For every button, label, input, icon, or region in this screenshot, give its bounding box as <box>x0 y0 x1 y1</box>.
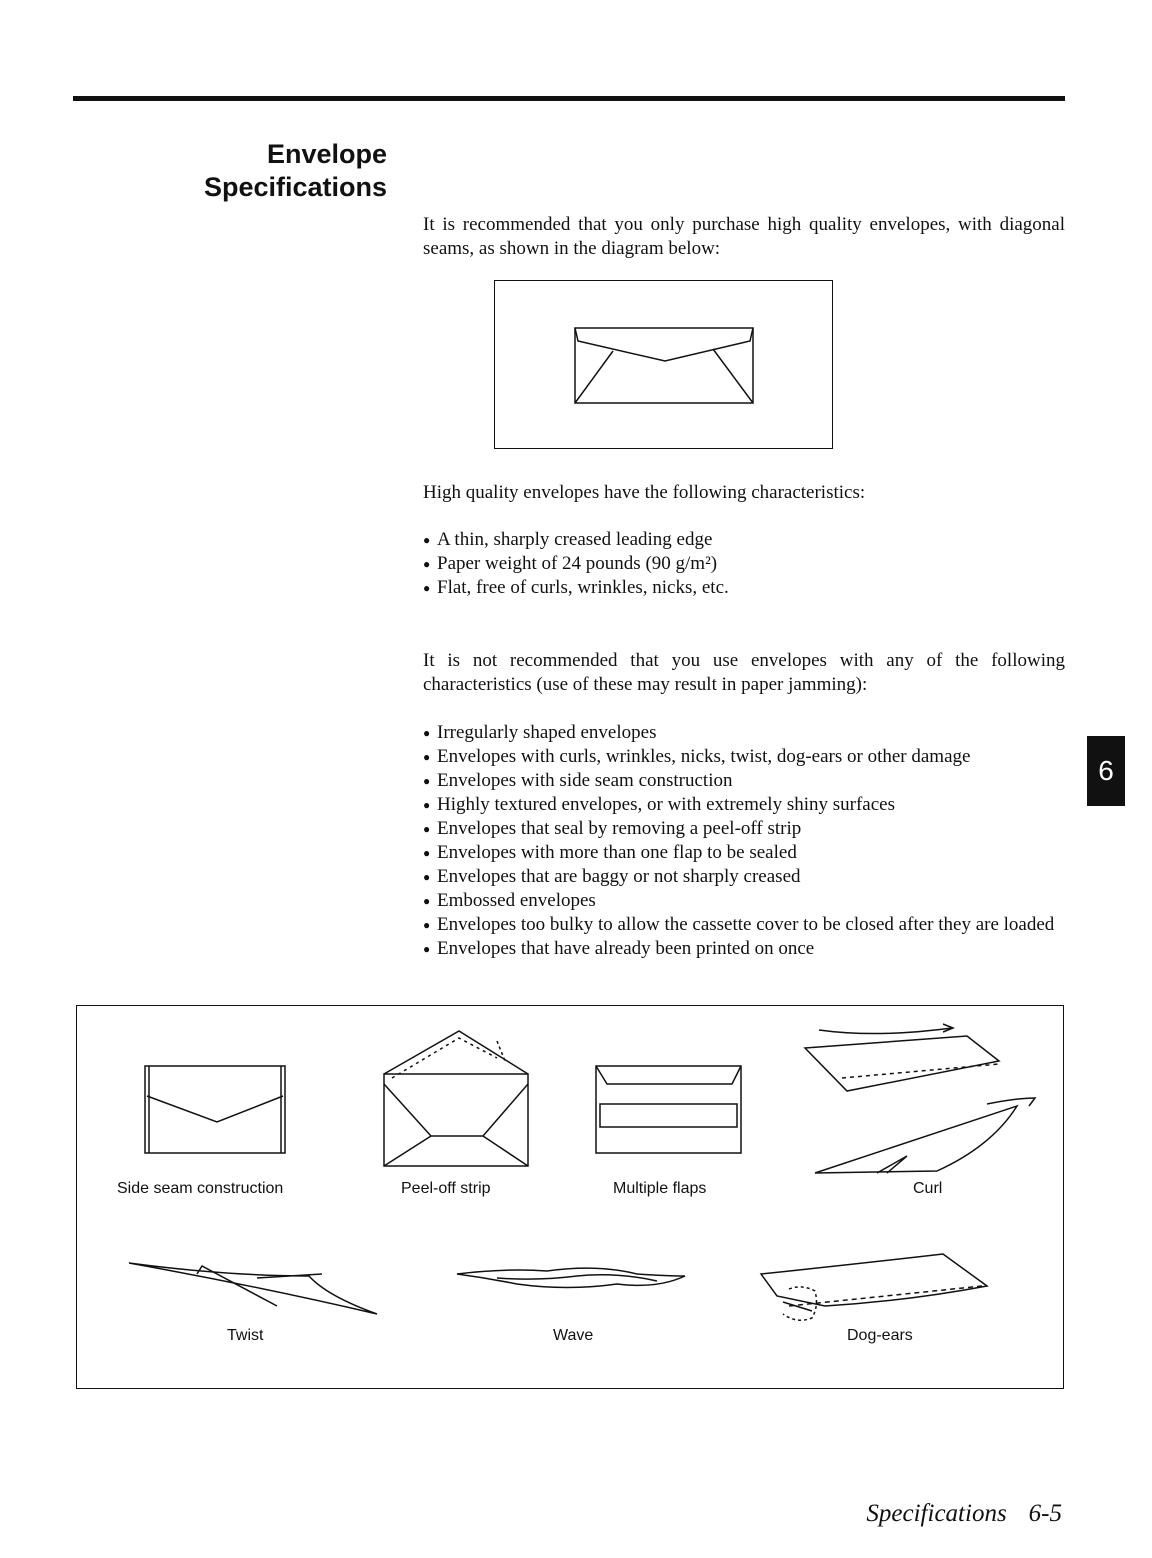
caption-multiple-flaps: Multiple flaps <box>613 1180 707 1197</box>
intro-paragraph: It is recommended that you only purchase high quality envelopes, with diagonal seams, as shown in the diagram below: <box>423 214 1065 259</box>
not-recommended-intro: It is not recommended that you use envelopes with any of the following characteristics (use of these may result in paper jamming): <box>423 650 1065 695</box>
list-item: ● Paper weight of 24 pounds (90 g/m²) <box>423 552 1068 576</box>
footer-page-number: 6-5 <box>1028 1500 1062 1527</box>
caption-peel-off: Peel-off strip <box>401 1180 491 1197</box>
list-item: ● Irregularly shaped envelopes <box>423 721 1068 745</box>
caption-side-seam: Side seam construction <box>117 1180 284 1197</box>
curl-envelope-icon <box>805 1024 1035 1173</box>
caption-twist: Twist <box>227 1327 264 1344</box>
list-item: ● Envelopes that are baggy or not sharply creased <box>423 865 1068 889</box>
diagonal-seam-envelope-icon <box>495 281 832 448</box>
list-item: ● Flat, free of curls, wrinkles, nicks, etc. <box>423 576 1068 600</box>
section-heading <box>204 138 387 204</box>
dog-ears-envelope-icon <box>761 1254 987 1320</box>
caption-wave: Wave <box>553 1327 594 1344</box>
bad-envelopes-figure <box>76 1005 1064 1389</box>
wave-envelope-icon <box>457 1268 685 1287</box>
list-item: ● Envelopes too bulky to allow the cassette cover to be closed after they are loaded <box>423 913 1068 937</box>
twist-envelope-icon <box>129 1263 377 1314</box>
characteristics-intro: High quality envelopes have the following characteristics: <box>423 482 866 503</box>
heading-line-1: Envelope <box>266 139 387 169</box>
bad-characteristics-list <box>423 721 1068 961</box>
caption-dog-ears: Dog-ears <box>847 1327 913 1344</box>
footer-section: Specifications <box>866 1500 1007 1527</box>
list-item: ● Envelopes with more than one flap to be sealed <box>423 841 1068 865</box>
diagonal-seam-diagram <box>494 280 833 449</box>
list-item: ● Envelopes with side seam construction <box>423 769 1068 793</box>
side-seam-envelope-icon <box>145 1066 285 1153</box>
peel-off-strip-envelope-icon <box>384 1031 528 1166</box>
list-item: ● Envelopes that seal by removing a peel-off strip <box>423 817 1068 841</box>
list-item: ● A thin, sharply creased leading edge <box>423 528 1068 552</box>
top-rule <box>73 96 1065 101</box>
page-footer <box>866 1500 1062 1528</box>
good-characteristics-list <box>423 528 1068 600</box>
caption-curl: Curl <box>913 1180 943 1197</box>
heading-line-2: Specifications <box>203 172 387 202</box>
list-item: ● Embossed envelopes <box>423 889 1068 913</box>
list-item: ● Envelopes with curls, wrinkles, nicks, twist, dog-ears or other damage <box>423 745 1068 769</box>
multiple-flaps-envelope-icon <box>596 1066 741 1153</box>
list-item: ● Envelopes that have already been printed on once <box>423 937 1068 961</box>
list-item: ● Highly textured envelopes, or with extremely shiny surfaces <box>423 793 1068 817</box>
chapter-tab: 6 <box>1087 736 1125 806</box>
